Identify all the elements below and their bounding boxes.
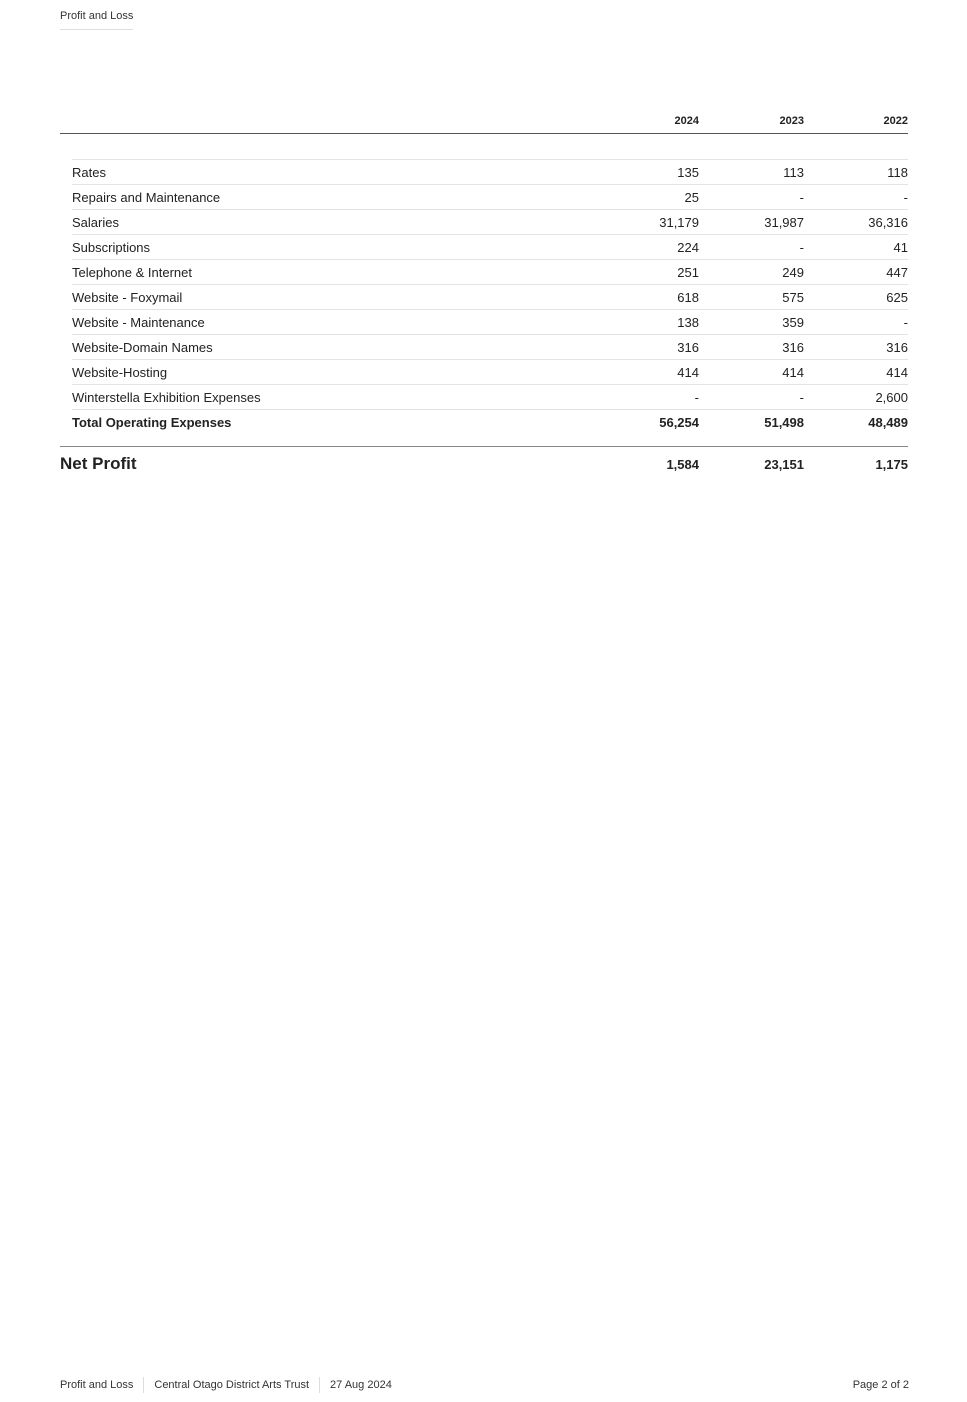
total-value-2023: 51,498 <box>764 415 804 430</box>
row-label: Subscriptions <box>72 240 151 255</box>
table-row <box>72 210 908 235</box>
total-value-2024: 56,254 <box>659 415 699 430</box>
footer-page-number: Page 2 of 2 <box>852 1379 909 1391</box>
profit-loss-table <box>60 110 908 481</box>
report-title: Profit and Loss <box>60 10 133 30</box>
footer-report-name: Profit and Loss <box>60 1379 134 1391</box>
table-row <box>72 285 908 310</box>
row-value-2022: 118 <box>887 165 908 180</box>
year-column-2024: 2024 <box>674 115 699 127</box>
row-value-2024: - <box>694 390 699 405</box>
row-value-2024: 251 <box>677 265 699 280</box>
row-label: Website-Hosting <box>72 365 168 380</box>
table-row <box>72 385 908 410</box>
row-value-2022: 36,316 <box>868 215 908 230</box>
row-label: Website-Domain Names <box>72 340 213 355</box>
row-value-2022: 2,600 <box>875 390 908 405</box>
table-row <box>72 260 908 285</box>
row-value-2023: 249 <box>782 265 804 280</box>
table-row <box>72 235 908 260</box>
table-row <box>72 360 908 385</box>
total-label: Total Operating Expenses <box>72 415 232 430</box>
row-value-2022: 316 <box>886 340 908 355</box>
row-value-2022: - <box>903 190 908 205</box>
row-value-2024: 138 <box>677 315 699 330</box>
row-label: Winterstella Exhibition Expenses <box>72 390 261 405</box>
row-value-2023: 31,987 <box>764 215 804 230</box>
expense-rows <box>72 134 908 434</box>
row-value-2022: 625 <box>886 290 908 305</box>
row-label: Website - Foxymail <box>72 290 183 305</box>
table-row <box>72 185 908 210</box>
net-profit-label: Net Profit <box>60 454 137 473</box>
row-label: Repairs and Maintenance <box>72 190 221 205</box>
row-value-2022: 41 <box>893 240 908 255</box>
row-value-2023: - <box>799 190 804 205</box>
row-label: Rates <box>72 165 106 180</box>
total-operating-expenses-row <box>72 410 908 434</box>
row-value-2024: 31,179 <box>659 215 699 230</box>
net-profit-value-2023: 23,151 <box>764 457 804 472</box>
row-value-2022: 447 <box>886 265 908 280</box>
row-value-2024: 316 <box>677 340 699 355</box>
row-value-2022: 414 <box>886 365 908 380</box>
table-row <box>72 160 908 185</box>
row-value-2023: - <box>799 390 804 405</box>
year-column-2022: 2022 <box>883 115 908 127</box>
footer-organisation: Central Otago District Arts Trust <box>143 1377 319 1393</box>
net-profit-row <box>60 446 908 481</box>
row-value-2024: 224 <box>677 240 699 255</box>
row-label: Telephone & Internet <box>72 265 192 280</box>
row-value-2023: 414 <box>782 365 804 380</box>
table-row <box>72 310 908 335</box>
spacer-row <box>72 134 908 160</box>
row-value-2022: - <box>903 315 908 330</box>
net-profit-value-2024: 1,584 <box>666 457 699 472</box>
row-value-2023: - <box>799 240 804 255</box>
row-value-2023: 113 <box>783 165 804 180</box>
row-value-2023: 575 <box>782 290 804 305</box>
total-value-2022: 48,489 <box>868 415 908 430</box>
footer-date: 27 Aug 2024 <box>319 1377 402 1393</box>
row-label: Salaries <box>72 215 119 230</box>
row-value-2023: 316 <box>782 340 804 355</box>
page-footer <box>60 1377 909 1395</box>
net-profit-value-2022: 1,175 <box>875 457 908 472</box>
year-column-2023: 2023 <box>779 115 804 127</box>
row-value-2024: 618 <box>677 290 699 305</box>
row-value-2024: 25 <box>684 190 699 205</box>
table-row <box>72 335 908 360</box>
row-label: Website - Maintenance <box>72 315 205 330</box>
row-value-2023: 359 <box>782 315 804 330</box>
year-header-row <box>60 110 908 134</box>
row-value-2024: 135 <box>677 165 699 180</box>
row-value-2024: 414 <box>677 365 699 380</box>
